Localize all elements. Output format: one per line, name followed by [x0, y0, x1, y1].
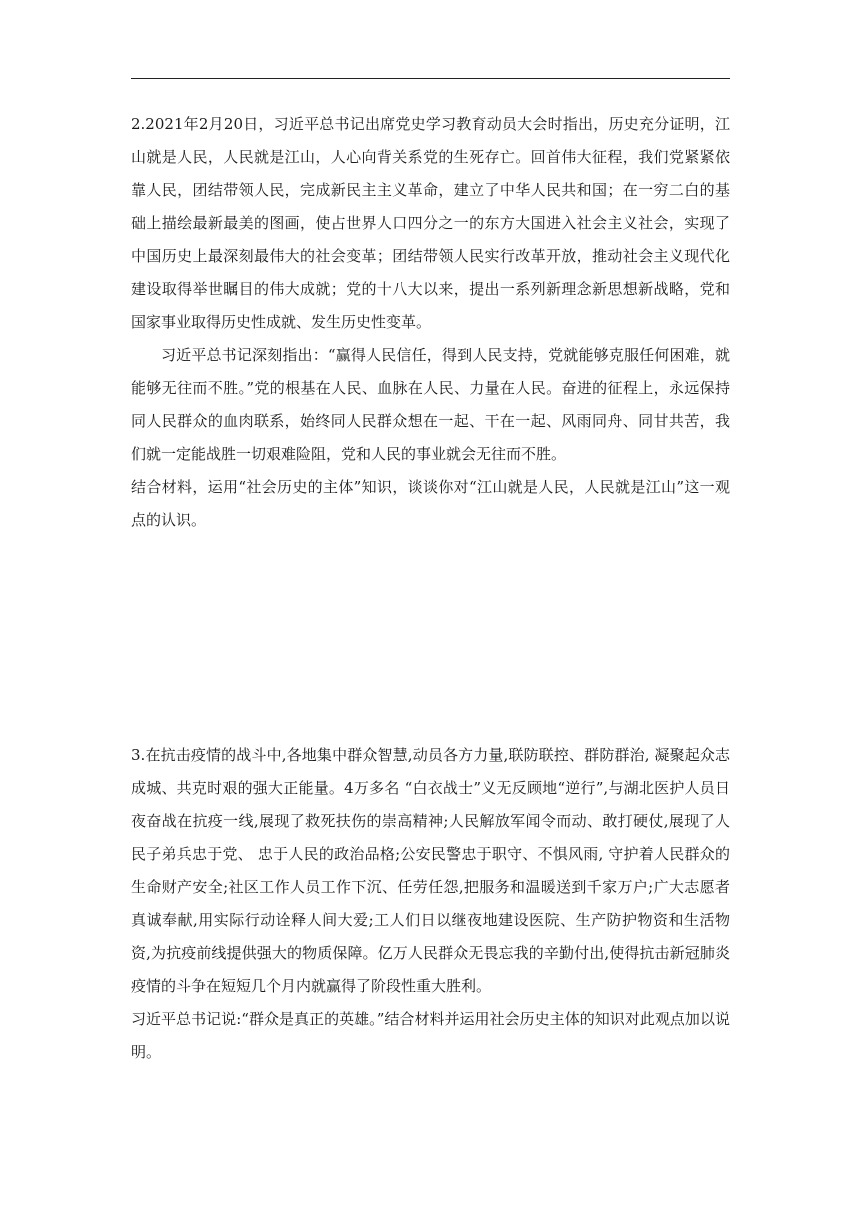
q2-material-paragraph-1: 2.2021年2月20日，习近平总书记出席党史学习教育动员大会时指出，历史充分证明，江山就是人民，人民就是江山，人心向背关系党的生死存亡。回首伟大征程，我们党紧紧依靠人民，团结带领人民，完成新民主主义革命，建立了中华人民共和国；在一穷二白的基础上描绘最新最美的图画，使占世界人口四分之一的东方大国进入社会主义社会，实现了中国历史上最深刻最伟大的社会变革；团结带领人民实行改革开放，推动社会主义现代化建设取得举世瞩目的伟大成就；党的十八大以来，提出一系列新理念新思想新战略，党和国家事业取得历史性成就、发生历史性变革。: [131, 115, 730, 331]
q3-question-prompt: 习近平总书记说:“群众是真正的英雄。”结合材料并运用社会历史主体的知识对此观点加以说明。: [131, 1010, 730, 1061]
q2-material-paragraph-2: 习近平总书记深刻指出：“赢得人民信任，得到人民支持，党就能够克服任何困难，就能够无往而不胜。”党的根基在人民、血脉在人民、力量在人民。奋进的征程上，永远保持同人民群众的血肉联系，始终同人民群众想在一起、干在一起、风雨同舟、同甘共苦，我们就一定能战胜一切艰难险阻，党和人民的事业就会无往而不胜。: [131, 346, 730, 463]
q2-question-prompt: 结合材料，运用“社会历史的主体”知识，谈谈你对“江山就是人民，人民就是江山”这一观点的认识。: [131, 478, 730, 529]
q3-material-paragraph: 3.在抗击疫情的战斗中,各地集中群众智慧,动员各方力量,联防联控、群防群治, 凝聚起众志成城、共克时艰的强大正能量。4万多名 “白衣战士”义无反顾地“逆行”,与湖北医护人员日夜奋战在抗疫一线,展现了救死扶伤的崇高精神;人民解放军闻令而动、敢打硬仗,展现了人民子弟兵忠于党、 忠于人民的政治品格;公安民警忠于职守、不惧风雨, 守护着人民群众的生命财产安全;社区工作人员工作下沉、任劳任怨,把服务和温暖送到千家万户;广大志愿者真诚奉献,用实际行动诠释人间大爱;工人们日以继夜地建设医院、生产防护物资和生活物资,为抗疫前线提供强大的物质保障。亿万人民群众无畏忘我的辛勤付出,使得抗击新冠肺炎疫情的斗争在短短几个月内就赢得了阶段性重大胜利。: [131, 746, 730, 995]
header-rule: [131, 78, 730, 79]
document-body: [131, 108, 730, 1069]
question-2: [131, 108, 730, 537]
answer-space: [131, 537, 730, 739]
question-3: [131, 739, 730, 1069]
